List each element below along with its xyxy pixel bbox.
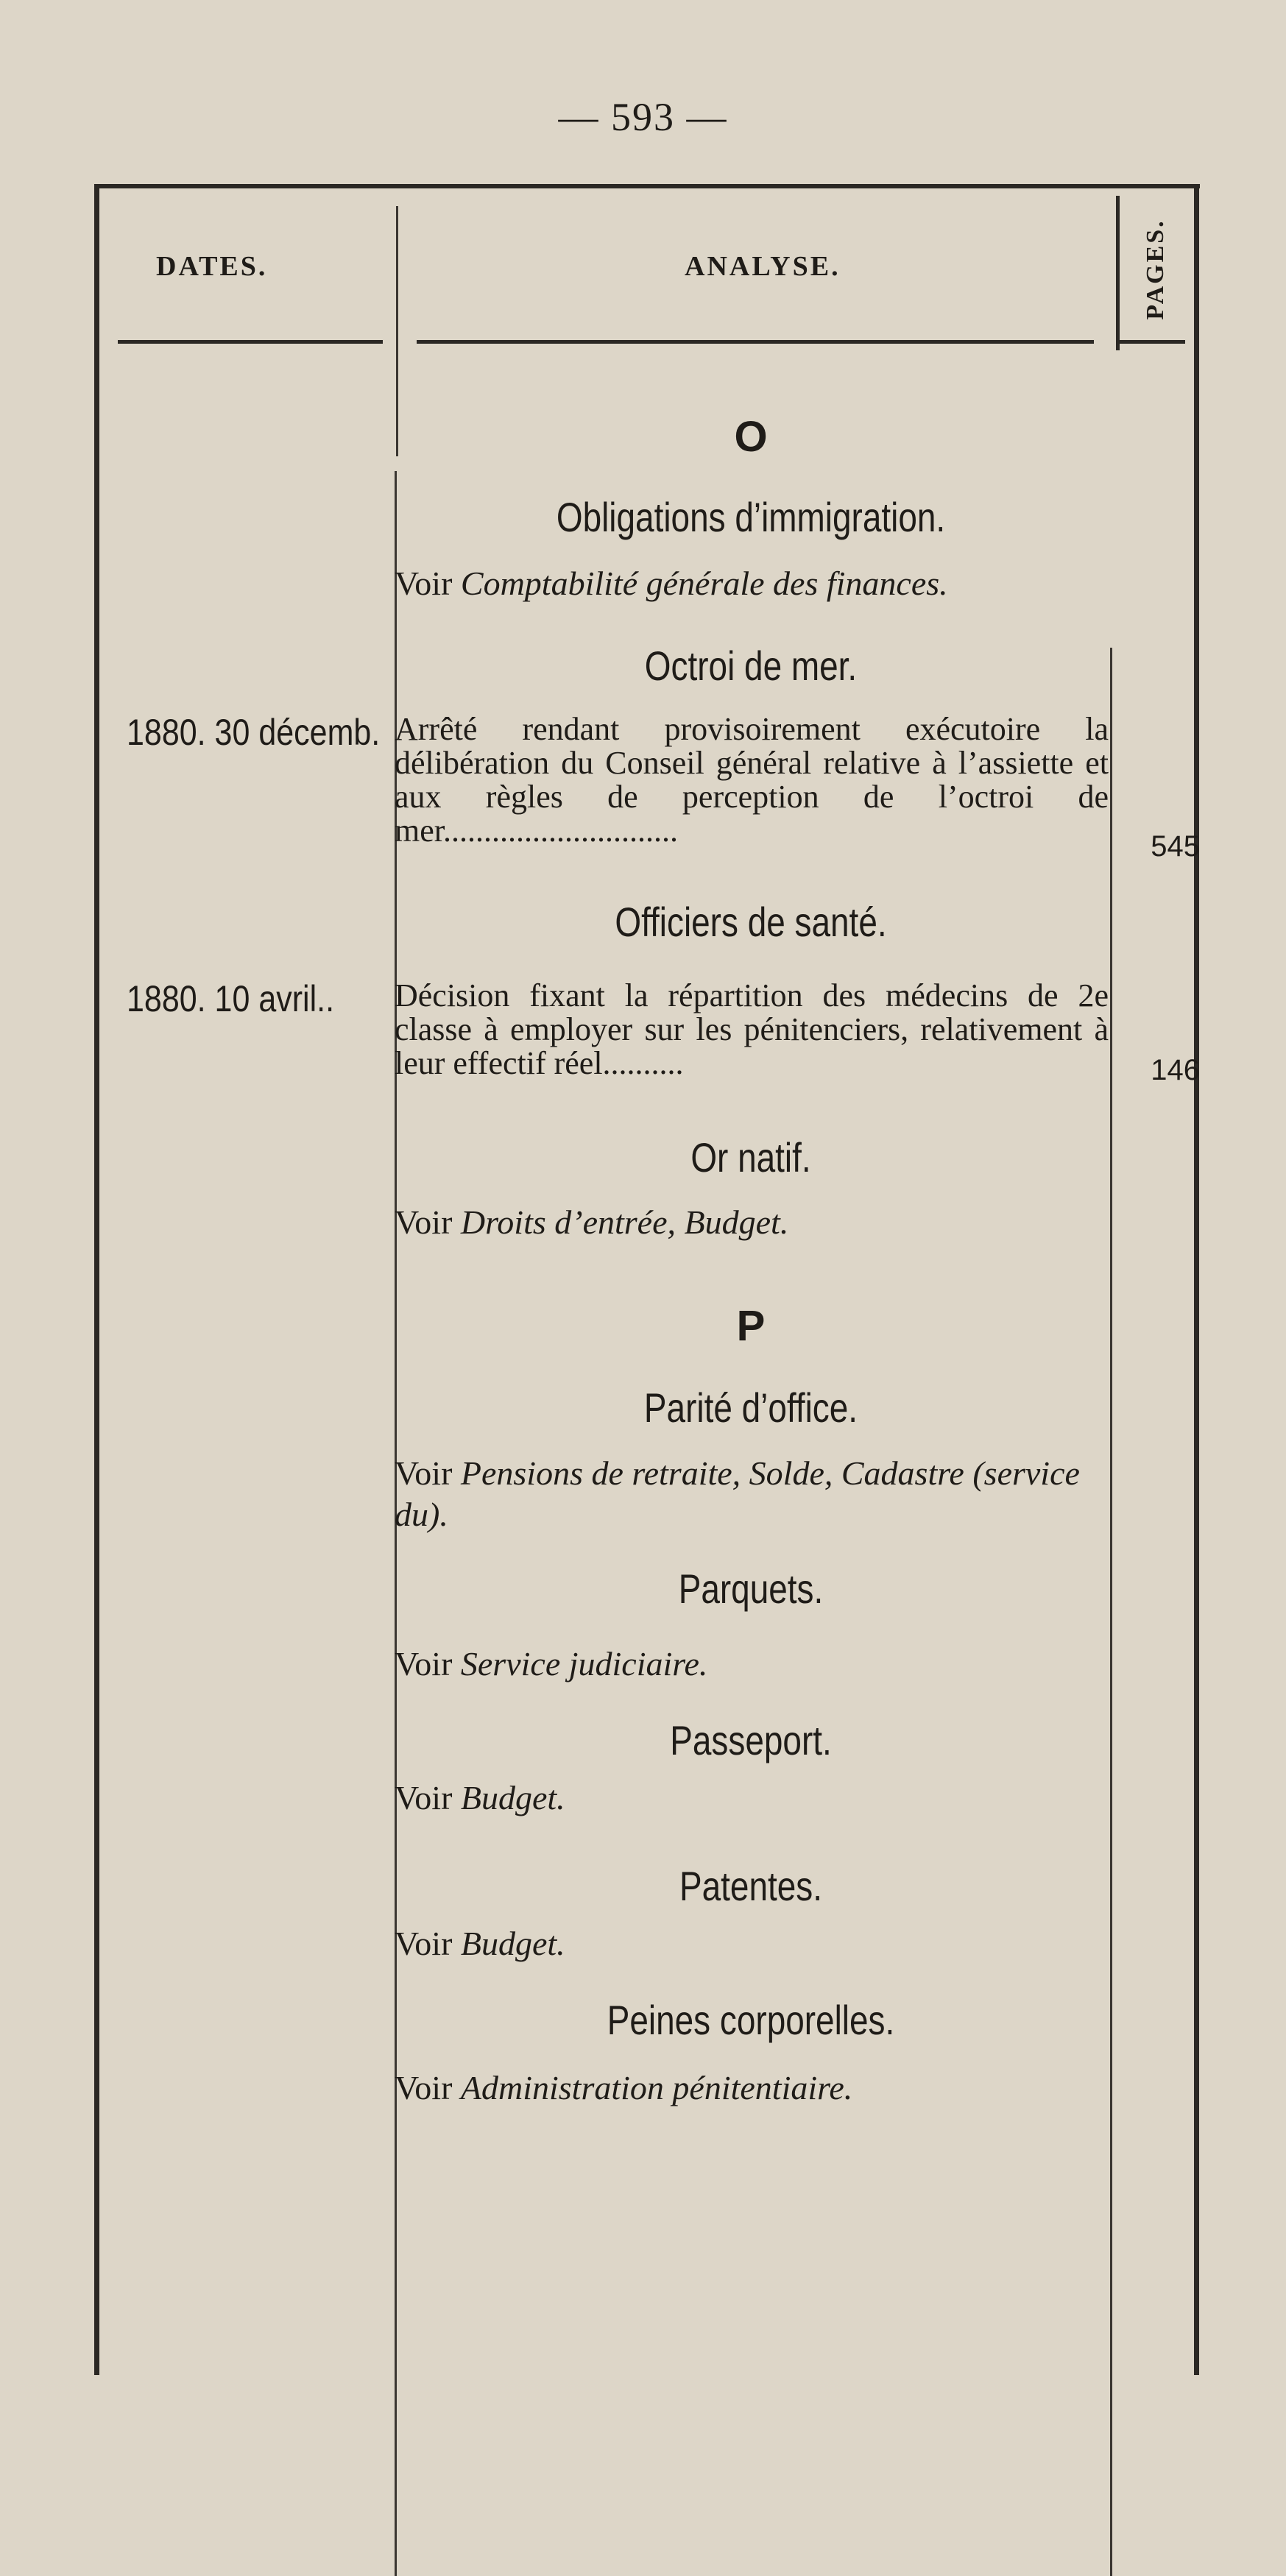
heading-octroi: Octroi de mer. <box>644 643 858 689</box>
header-dates: DATES. <box>156 251 268 282</box>
see-prefix: Voir <box>395 1645 453 1682</box>
see-reference: Droits d’entrée, Budget. <box>460 1203 789 1241</box>
see-prefix: Voir <box>395 1203 453 1241</box>
header-analyse: ANALYSE. <box>685 251 841 282</box>
date-octroi: 1880. 30 décemb. <box>127 712 381 753</box>
heading-parquets: Parquets. <box>678 1565 824 1612</box>
see-reference: Comptabilité générale des finances. <box>460 565 948 602</box>
see-also-peines <box>395 2068 1116 2107</box>
table-left-border <box>94 184 99 2375</box>
see-reference: Service judiciaire. <box>460 1645 708 1682</box>
see-prefix: Voir <box>395 565 453 602</box>
see-reference: Budget. <box>460 1779 565 1816</box>
see-also-obligations <box>395 564 1116 603</box>
see-reference: Budget. <box>460 1925 565 1962</box>
heading-or-natif: Or natif. <box>690 1134 811 1181</box>
entry-octroi: Arrêté rendant provisoirement exécutoire la délibération du Conseil général relative à l’assiette et aux règles de perception de l’octroi de mer............................. <box>395 711 1109 849</box>
section-letter-o: O <box>734 413 768 461</box>
column-divider-pages <box>1110 648 1112 2576</box>
header-rule-pages <box>1119 340 1185 344</box>
page-number: — 593 — <box>558 95 728 139</box>
header-rule-dates <box>118 340 383 344</box>
page-ref-octroi: 545 <box>1151 830 1200 863</box>
heading-officiers: Officiers de santé. <box>615 899 887 945</box>
see-reference: Administration pénitentiaire. <box>460 2069 853 2106</box>
heading-patentes: Patentes. <box>679 1863 823 1909</box>
section-letter-p: P <box>736 1302 766 1350</box>
header-pages-label: PAGES. <box>1142 219 1169 320</box>
table-top-border <box>96 184 1200 188</box>
heading-peines: Peines corporelles. <box>607 1997 895 2043</box>
see-prefix: Voir <box>395 2069 453 2106</box>
page-ref-officiers: 146 <box>1151 1054 1200 1086</box>
see-prefix: Voir <box>395 1454 453 1492</box>
see-also-or-natif <box>395 1203 1116 1242</box>
heading-parite: Parité d’office. <box>643 1384 858 1431</box>
entry-officiers: Décision fixant la répartition des médecins de 2e classe à employer sur les pénitenciers, relativement à leur effectif réel.......... <box>395 977 1109 1081</box>
table-right-border <box>1194 184 1199 2375</box>
header-pages <box>1119 196 1193 343</box>
header-rule-analyse <box>417 340 1094 344</box>
see-also-parite <box>395 1453 1116 1535</box>
see-prefix: Voir <box>395 1925 453 1962</box>
heading-passeport: Passeport. <box>670 1717 832 1763</box>
heading-obligations: Obligations d’immigration. <box>556 494 946 540</box>
see-reference: Pensions de retraite, Solde, Cadastre (service du). <box>395 1454 1080 1533</box>
date-officiers: 1880. 10 avril.. <box>127 978 335 1019</box>
see-also-patentes <box>395 1924 1116 1963</box>
see-also-passeport <box>395 1778 1116 1817</box>
see-prefix: Voir <box>395 1779 453 1816</box>
see-also-parquets <box>395 1644 1116 1683</box>
